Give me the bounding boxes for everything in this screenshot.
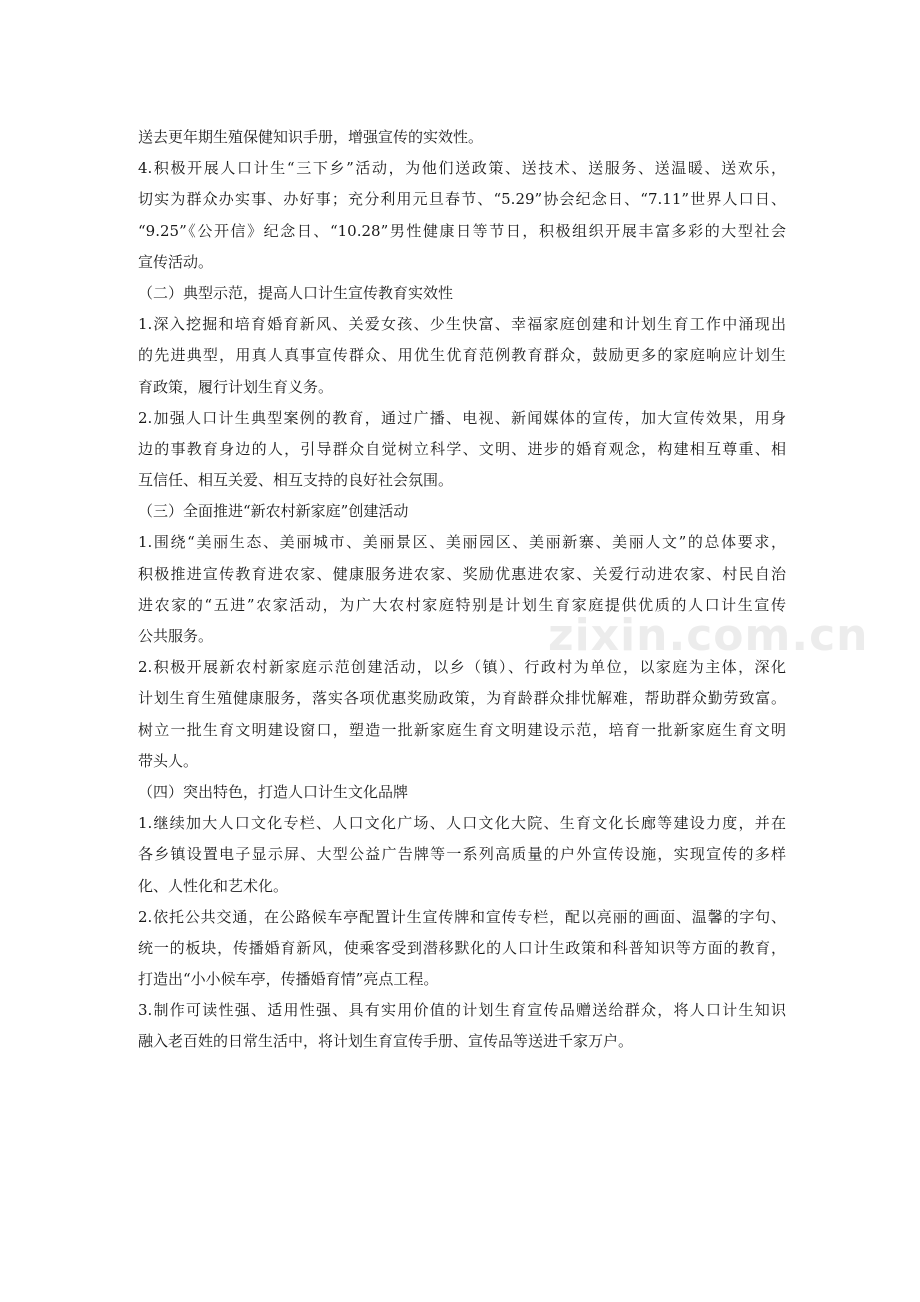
paragraph-line: 积极推进宣传教育进农家、健康服务进农家、奖励优惠进农家、关爱行动进农家、村民自治 (138, 564, 786, 583)
paragraph-line: 育政策，履行计划生育义务。 (138, 377, 334, 396)
paragraph-line: 公共服务。 (138, 627, 214, 645)
paragraph-line: “9.25”《公开信》纪念日、“10.28”男性健康日等节日，积极组织开展丰富多彩的大型社会 (138, 221, 786, 240)
paragraph-line: 各乡镇设置电子显示屏、大型公益广告牌等一系列高质量的户外宣传设施，实现宣传的多样 (138, 845, 786, 864)
paragraph-line: 2.加强人口计生典型案例的教育，通过广播、电视、新闻媒体的宣传，加大宣传效果，用身 (138, 408, 786, 427)
paragraph-line: 3.制作可读性强、适用性强、具有实用价值的计划生育宣传品赠送给群众，将人口计生知识 (138, 1001, 786, 1020)
paragraph-line: 送去更年期生殖保健知识手册，增强宣传的实效性。 (138, 128, 484, 146)
paragraph (138, 995, 786, 1057)
paragraph-line: 1.深入挖掘和培育婚育新风、关爱女孩、少生快富、幸福家庭创建和计划生育工作中涌现出 (138, 315, 786, 334)
paragraph-line: 进农家的“五进”农家活动，为广大农村家庭特别是计划生育家庭提供优质的人口计生宣传 (138, 595, 786, 614)
section-heading: （三）全面推进“新农村新家庭”创建活动 (138, 502, 409, 521)
paragraph-line: 宣传活动。 (138, 252, 214, 271)
paragraph (138, 652, 786, 777)
paragraph-line: 1.围绕“美丽生态、美丽城市、美丽景区、美丽园区、美丽新寨、美丽人文”的总体要求， (138, 533, 786, 552)
paragraph-line: 融入老百姓的日常生活中，将计划生育宣传手册、宣传品等送进千家万户。 (138, 1032, 634, 1051)
paragraph-line: 树立一批生育文明建设窗口，塑造一批新家庭生育文明建设示范，培育一批新家庭生育文明 (138, 720, 786, 739)
paragraph-line: 2.积极开展新农村新家庭示范创建活动，以乡（镇）、行政村为单位，以家庭为主体，深化 (138, 658, 786, 677)
paragraph-line: 互信任、相互关爱、相互支持的良好社会氛围。 (138, 471, 454, 490)
paragraph-line: 化、人性化和艺术化。 (138, 876, 289, 895)
paragraph (138, 153, 786, 278)
paragraph (138, 403, 786, 497)
paragraph-line: 的先进典型，用真人真事宣传群众、用优生优育范例教育群众，鼓励更多的家庭响应计划生 (138, 346, 786, 365)
paragraph-line: 4.积极开展人口计生“三下乡”活动，为他们送政策、送技术、送服务、送温暖、送欢乐， (138, 159, 786, 178)
paragraph-line: 打造出“小小候车亭，传播婚育情”亮点工程。 (138, 970, 439, 989)
section-heading: （四）突出特色，打造人口计生文化品牌 (138, 782, 409, 801)
document-body (138, 122, 786, 1058)
paragraph-line: 计划生育生殖健康服务，落实各项优惠奖励政策，为育龄群众排忧解难，帮助群众勤劳致富。 (138, 689, 786, 708)
paragraph (138, 902, 786, 996)
paragraph-line: 切实为群众办实事、办好事；充分利用元旦春节、“5.29”协会纪念日、“7.11”世界人口日、 (138, 190, 786, 209)
paragraph (138, 527, 786, 652)
paragraph (138, 808, 786, 902)
paragraph (138, 122, 786, 153)
paragraph-line: 2.依托公共交通，在公路候车亭配置计生宣传牌和宣传专栏，配以亮丽的画面、温馨的字句、 (138, 907, 786, 926)
paragraph-line: 1.继续加大人口文化专栏、人口文化广场、人口文化大院、生育文化长廊等建设力度，并在 (138, 814, 786, 833)
paragraph-line: 边的事教育身边的人，引导群众自觉树立科学、文明、进步的婚育观念，构建相互尊重、相 (138, 439, 786, 458)
section-heading: （二）典型示范，提高人口计生宣传教育实效性 (138, 283, 454, 302)
paragraph-line: 带头人。 (138, 751, 199, 770)
paragraph-line: 统一的板块，传播婚育新风，使乘客受到潜移默化的人口计生政策和科普知识等方面的教育， (138, 938, 786, 957)
watermark: zixin.com.cn (548, 610, 869, 661)
paragraph (138, 309, 786, 403)
